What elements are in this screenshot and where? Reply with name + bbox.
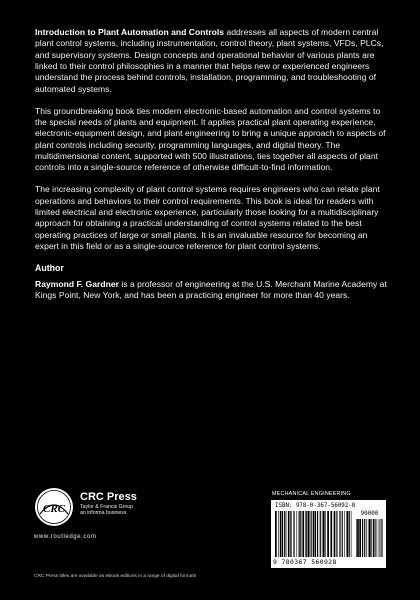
description-block [35, 27, 387, 312]
barcode-bar [356, 519, 357, 557]
addon-digits: 90000 [360, 510, 379, 517]
barcode-bar [368, 519, 369, 557]
barcode-bar [323, 511, 325, 557]
barcode-bar [327, 511, 329, 557]
barcode-bar [357, 519, 359, 557]
ean-digits: 9 780367 560928 [273, 558, 337, 566]
paragraph-text: addresses all aspects of modern central plant control systems, including instrumentation, control theory, plant systems, VFDs, PLCs, and supervisory systems. Design concepts and operational behavior of various plants are linked to their control philosophies in a manner that helps new or experienced engineers understand the process behind controls, installation, programming, and troubleshooting of automated systems. [35, 27, 384, 94]
barcode-bar [278, 511, 279, 557]
author-heading: Author [35, 262, 64, 273]
barcode-bar [286, 511, 287, 557]
barcode-bar [373, 519, 374, 557]
barcode-bar [317, 511, 318, 557]
isbn-label: ISBN: 978-0-367-56092-8 [275, 503, 356, 509]
ebook-note: CRC Press titles are available as eBook editions in a range of digital formats [34, 574, 197, 579]
barcode-bar [297, 511, 298, 557]
barcode-bar [288, 511, 289, 557]
barcode-bar [344, 511, 345, 557]
subject-category: MECHANICAL ENGINEERING [272, 491, 351, 497]
publisher-url[interactable]: www.routledge.com [34, 534, 97, 540]
barcode-bar [305, 511, 306, 557]
barcode-bar [377, 519, 378, 557]
barcode-bar [380, 519, 381, 557]
barcode-bar [315, 511, 316, 557]
barcode-bar [300, 511, 301, 557]
barcode-bar [280, 511, 282, 557]
barcode-bar [362, 519, 363, 557]
barcode-bar [379, 519, 380, 557]
barcode-bar [275, 511, 277, 557]
isbn-barcode [271, 500, 386, 568]
barcode-bar [336, 511, 337, 557]
barcode-bar [313, 511, 315, 557]
barcode-bar [294, 511, 295, 557]
barcode-bar [282, 511, 283, 557]
publisher-business: an informa business [80, 510, 127, 517]
barcode-bar [293, 511, 294, 557]
author-bio [35, 279, 387, 302]
barcode-bar [381, 519, 382, 557]
barcode-bar [369, 519, 371, 557]
barcode-bar [284, 511, 285, 557]
barcode-bar [308, 511, 310, 557]
barcode-bars [275, 511, 353, 557]
barcode-bar [364, 519, 365, 557]
barcode-bar [325, 511, 326, 557]
barcode-bar [320, 511, 321, 557]
barcode-bar [302, 511, 304, 557]
barcode-bar [371, 519, 372, 557]
barcode-bar [340, 511, 341, 557]
barcode-bar [351, 511, 352, 557]
barcode-bar [311, 511, 312, 557]
author-bio-text: is a professor of engineering at the U.S. Merchant Marine Academy at Kings Point, New York, and has been a practicing engineer for more than 40 years. [35, 278, 387, 301]
publisher-group: Taylor & Francis Group [80, 504, 134, 510]
description-paragraph-3 [35, 184, 387, 252]
barcode-bar [334, 511, 336, 557]
barcode-bar [291, 511, 292, 557]
barcode-bar [366, 519, 367, 557]
barcode-bar [374, 519, 375, 557]
barcode-bar [359, 519, 361, 557]
book-title: Introduction to Plant Automation and Controls [35, 27, 225, 37]
barcode-bar [339, 511, 340, 557]
barcode-bar [346, 511, 348, 557]
barcode-bar [290, 511, 291, 557]
crc-seal-text: CRC [42, 503, 66, 515]
barcode-bar [330, 511, 332, 557]
author-name: Raymond F. Gardner [35, 278, 119, 289]
paragraph-text: The increasing complexity of plant control systems requires engineers who can relate plant operations and behaviors to their control requirements. This book is ideal for readers with limited electrical and electronic experience, particularly those looking for a multidisciplinary approach for obtaining a practical understanding of control systems related to the best operating practices of large or small plants. It is an invaluable resource for becoming an expert in this field or as a single-source reference for plant control systems. [35, 184, 380, 252]
barcode-bar [299, 511, 300, 557]
publisher-text [80, 491, 137, 517]
crc-seal-icon [34, 487, 74, 527]
publisher-name: CRC Press [80, 491, 137, 503]
barcode-bar [322, 511, 323, 557]
barcode-bar [349, 511, 350, 557]
description-paragraph-2 [35, 106, 387, 174]
description-paragraph-1 [35, 27, 387, 95]
publisher-logo [34, 487, 234, 547]
addon-barcode-bars [356, 519, 383, 557]
barcode-bar [306, 511, 307, 557]
barcode-bar [342, 511, 343, 557]
paragraph-text: This groundbreaking book ties modern electronic-based automation and control systems to the special needs of plants and equipment. It applies practical plant operating experience, electronic-equipment design, and plant engineering to bring a unique approach to aspects of plant controls including security, programming languages, and digital theory. The multidimensional content, supported with 500 illustrations, ties together all aspects of plant controls into a single-source reference of otherwise difficult-to-find information. [35, 105, 386, 173]
